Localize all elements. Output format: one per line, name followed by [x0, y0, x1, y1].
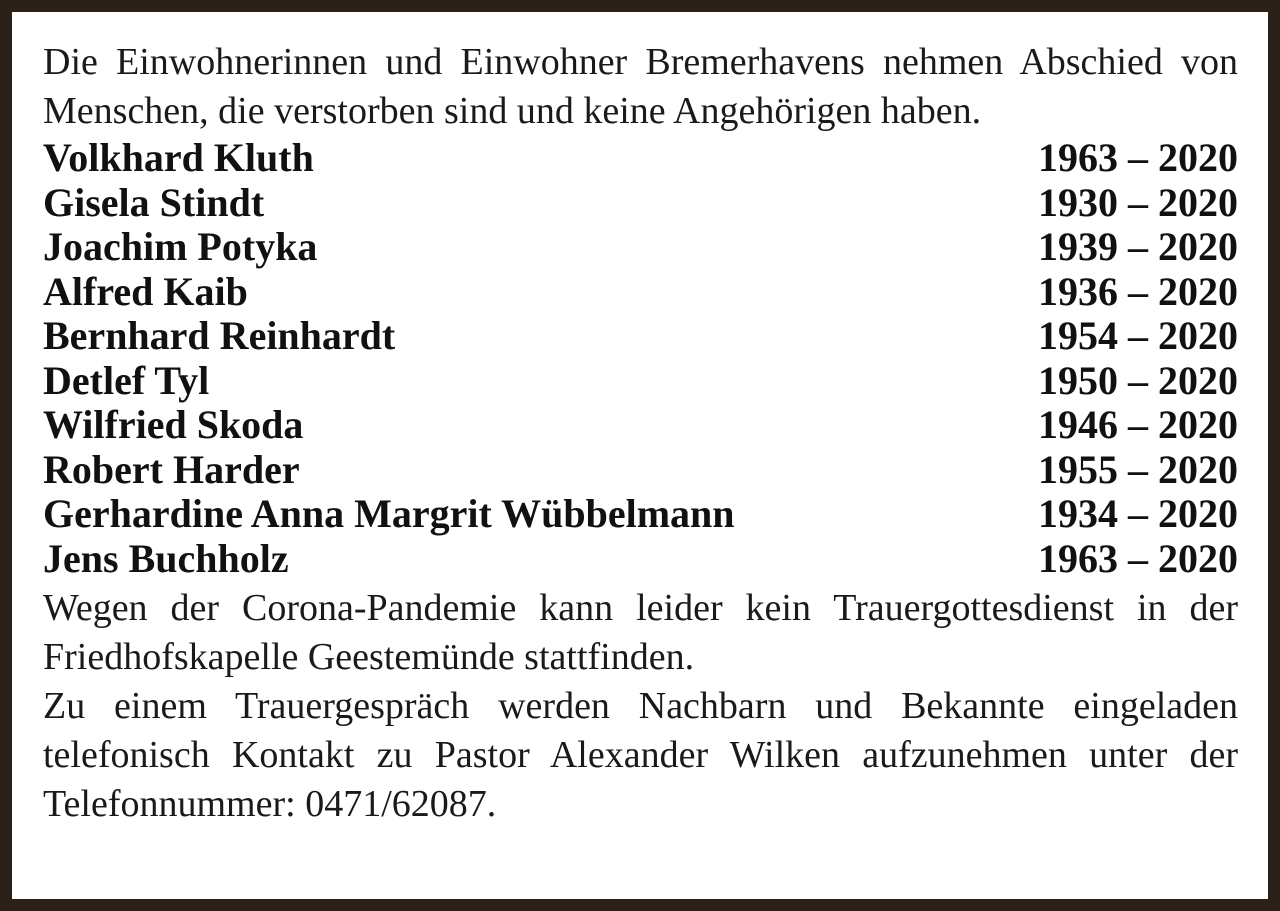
deceased-name: Gisela Stindt	[43, 179, 265, 225]
deceased-entry	[43, 270, 1238, 315]
deceased-years: 1930 – 2020	[1038, 179, 1238, 225]
deceased-entry	[43, 359, 1238, 404]
intro-paragraph: Die Einwohnerinnen und Einwohner Bremerhavens nehmen Abschied von Menschen, die verstorben sind und keine Angehörigen haben.	[43, 41, 1238, 132]
deceased-name: Wilfried Skoda	[43, 402, 304, 447]
deceased-entry	[43, 492, 1238, 537]
deceased-list	[43, 136, 1238, 581]
deceased-years: 1946 – 2020	[1038, 402, 1238, 447]
deceased-years: 1936 – 2020	[1038, 268, 1238, 314]
deceased-name: Alfred Kaib	[43, 268, 248, 314]
notice-content	[43, 38, 1238, 829]
deceased-name: Volkhard Kluth	[43, 135, 314, 180]
deceased-years: 1934 – 2020	[1038, 491, 1238, 536]
deceased-name: Detlef Tyl	[43, 357, 210, 403]
deceased-entry	[43, 314, 1238, 359]
deceased-entry	[43, 181, 1238, 226]
deceased-name: Bernhard Reinhardt	[43, 313, 396, 358]
deceased-name: Gerhardine Anna Margrit Wübbelmann	[43, 491, 735, 536]
deceased-years: 1963 – 2020	[1038, 535, 1238, 581]
deceased-years: 1939 – 2020	[1038, 224, 1238, 269]
deceased-years: 1963 – 2020	[1038, 135, 1238, 180]
corona-paragraph: Wegen der Corona-Pandemie kann leider kein Trauergottesdienst in der Friedhofskapelle Geestemünde stattfinden.	[43, 587, 1238, 678]
deceased-name: Joachim Potyka	[43, 224, 318, 269]
contact-paragraph: Zu einem Trauergespräch werden Nachbarn und Bekannte eingeladen telefonisch Kontakt zu Pastor Alexander Wilken aufzunehmen unter der Telefonnummer: 0471/62087.	[43, 685, 1238, 825]
deceased-entry	[43, 403, 1238, 448]
deceased-name: Robert Harder	[43, 446, 300, 492]
deceased-name: Jens Buchholz	[43, 535, 289, 581]
deceased-years: 1955 – 2020	[1038, 446, 1238, 492]
deceased-entry	[43, 537, 1238, 582]
deceased-entry	[43, 136, 1238, 181]
deceased-years: 1950 – 2020	[1038, 357, 1238, 403]
deceased-years: 1954 – 2020	[1038, 313, 1238, 358]
deceased-entry	[43, 225, 1238, 270]
deceased-entry	[43, 448, 1238, 493]
